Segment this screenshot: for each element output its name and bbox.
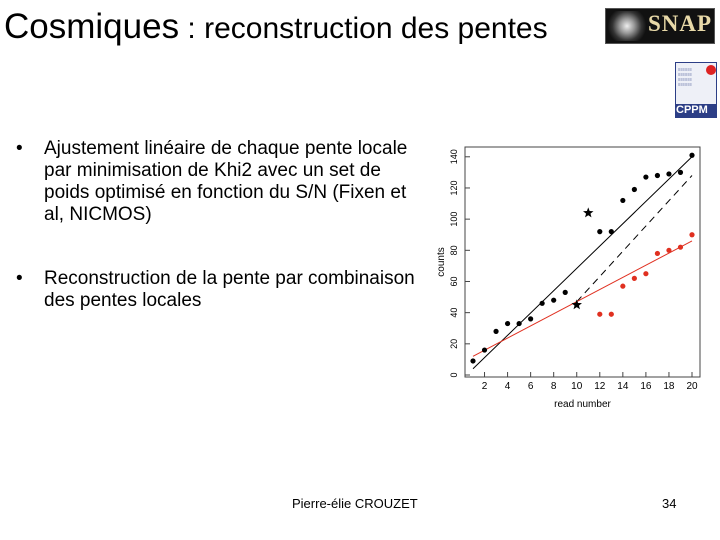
bullet-list (16, 138, 426, 354)
x-tick-label: 16 (640, 381, 652, 392)
y-tick-label: 20 (449, 338, 459, 349)
cppm-logo-text: CPPM (676, 104, 716, 117)
bullet-glyph: • (16, 268, 23, 289)
slide-title (4, 4, 594, 52)
x-tick-label: 8 (550, 381, 557, 392)
red-data-point (620, 284, 625, 289)
y-tick-label: 40 (449, 307, 459, 318)
black-data-point (482, 347, 487, 352)
black-data-point (643, 174, 648, 179)
bullet-text: Ajustement linéaire de chaque pente locale par minimisation de Khi2 avec un set de poids optimisé en fonction du S/N (Fixen et al, NICMOS) (44, 138, 408, 225)
fit-line (577, 175, 692, 301)
black-data-point (666, 171, 671, 176)
y-tick-label: 80 (449, 245, 459, 256)
red-data-point (655, 251, 660, 256)
x-tick-label: 14 (617, 381, 629, 392)
black-data-point (689, 153, 694, 158)
black-data-point (493, 329, 498, 334)
bullet-text: Reconstruction de la pente par combinaison des pentes locales (44, 268, 415, 311)
black-data-point (609, 229, 614, 234)
bullet-item (16, 138, 426, 226)
black-data-point (551, 298, 556, 303)
black-data-point (517, 321, 522, 326)
title-main: Cosmiques (4, 7, 180, 46)
counts-vs-read-number-chart (420, 135, 710, 415)
cppm-logo-fineprint: ≡≡≡≡≡≡ ≡≡≡≡≡≡ ≡≡≡≡≡≡ ≡≡≡≡≡≡ (678, 67, 693, 87)
y-tick-label: 140 (449, 149, 459, 165)
black-data-point (597, 229, 602, 234)
page-number: 34 (662, 496, 677, 511)
bullet-glyph: • (16, 138, 23, 159)
chart-points (470, 153, 694, 364)
star-point (583, 207, 593, 217)
x-tick-label: 18 (663, 381, 675, 392)
x-tick-label: 4 (504, 381, 511, 392)
x-tick-label: 20 (686, 381, 698, 392)
red-data-point (678, 245, 683, 250)
chart-fit-lines (473, 157, 692, 369)
star-point (572, 299, 582, 309)
y-tick-label: 100 (449, 211, 459, 227)
red-data-point (643, 271, 648, 276)
y-tick-label: 60 (449, 276, 459, 287)
snap-logo (605, 8, 715, 44)
title-rest: : reconstruction des pentes (179, 12, 548, 45)
fit-line (473, 241, 692, 356)
cppm-logo (675, 62, 717, 118)
black-data-point (678, 170, 683, 175)
x-tick-label: 2 (481, 381, 488, 392)
black-data-point (563, 290, 568, 295)
black-data-point (540, 301, 545, 306)
y-tick-label: 0 (449, 372, 459, 378)
red-data-point (632, 276, 637, 281)
cppm-logo-ball-icon (706, 65, 716, 75)
black-data-point (632, 187, 637, 192)
x-axis-label: read number (554, 399, 611, 410)
red-data-point (609, 312, 614, 317)
black-data-point (505, 321, 510, 326)
red-data-point (689, 232, 694, 237)
author-name: Pierre-élie CROUZET (292, 496, 418, 511)
bullet-item (16, 268, 426, 312)
snap-logo-text: SNAP (648, 11, 713, 36)
x-tick-label: 6 (527, 381, 534, 392)
red-data-point (597, 312, 602, 317)
fit-line (473, 157, 692, 369)
x-tick-label: 10 (571, 381, 583, 392)
black-data-point (620, 198, 625, 203)
black-data-point (655, 173, 660, 178)
y-axis-label: counts (436, 247, 447, 277)
y-tick-label: 120 (449, 180, 459, 196)
black-data-point (470, 358, 475, 363)
x-tick-label: 12 (594, 381, 606, 392)
black-data-point (528, 316, 533, 321)
galaxy-icon (608, 11, 646, 41)
red-data-point (666, 248, 671, 253)
